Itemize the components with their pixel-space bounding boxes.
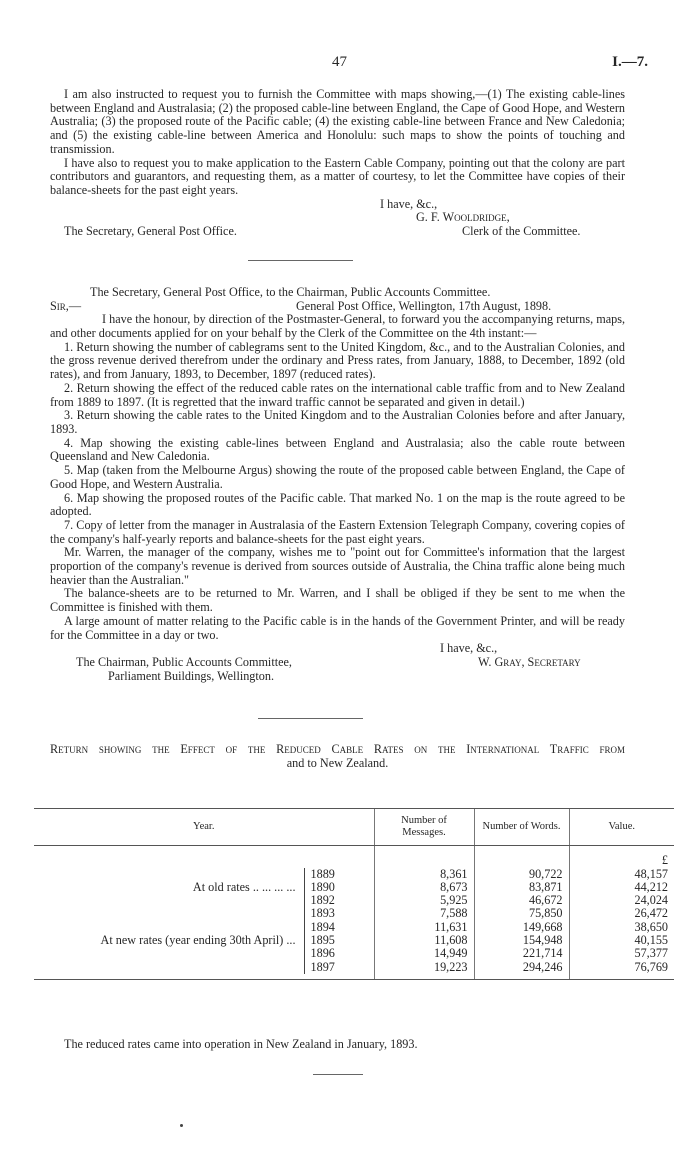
letter-one-signature: G. F. Wooldridge, xyxy=(416,210,510,225)
currency-symbol: £ xyxy=(569,846,674,868)
table-row xyxy=(34,868,674,881)
letter-two-item: 2. Return showing the effect of the reduced cable rates on the international cable traffic from and to New Zealand from 1889 to 1897. (It is regretted that the inward traffic cannot be separated and given in detail.) xyxy=(50,380,625,409)
return-footnote: The reduced rates came into operation in New Zealand in January, 1893. xyxy=(64,1037,418,1051)
letter-two-place-date: General Post Office, Wellington, 17th August, 1898. xyxy=(296,298,552,313)
year-cell: 1896 xyxy=(310,946,335,961)
messages-cell: 11,608 xyxy=(374,934,474,947)
messages-cell: 8,361 xyxy=(374,868,474,881)
letter-two-heading-row xyxy=(50,286,625,300)
year-cell: 1894 xyxy=(310,919,335,934)
letter-two-item: 7. Copy of letter from the manager in Australasia of the Eastern Extension Telegraph Company, covering copies of the company's half-yearly reports and balance-sheets for the past eight years. xyxy=(50,517,625,546)
value-cell: 44,212 xyxy=(569,881,674,894)
value-cell: 57,377 xyxy=(569,947,674,960)
letter-two-salutation-row xyxy=(50,300,625,314)
value-cell: 38,650 xyxy=(569,921,674,934)
words-cell: 46,672 xyxy=(474,894,569,907)
separator-rule-2 xyxy=(258,718,363,719)
words-cell: 154,948 xyxy=(474,934,569,947)
letter-two-addressee-row-2 xyxy=(50,670,625,684)
letter-two-salutation: Sir,— xyxy=(50,298,82,313)
letter-two-item: 6. Map showing the proposed routes of the Pacific cable. That marked No. 1 on the map is the route agreed to be adopted. xyxy=(50,490,625,519)
letter-one-addressee: The Secretary, General Post Office. xyxy=(64,224,237,238)
return-table-spacer-row xyxy=(34,846,674,868)
page-header xyxy=(0,54,700,74)
words-cell: 294,246 xyxy=(474,961,569,974)
value-cell: 48,157 xyxy=(569,868,674,881)
value-cell: 76,769 xyxy=(569,961,674,974)
messages-cell: 19,223 xyxy=(374,961,474,974)
letter-one-signature-row xyxy=(50,211,625,225)
letter-one-paragraph-2: I have also to request you to make application to the Eastern Cable Company, pointing out that the colony are part contributors and guarantors, and requesting them, as a matter of courtesy, to let the Committee have copies of their balance-sheets for the past eight years. xyxy=(50,155,625,197)
letter-two-item: 1. Return showing the number of cablegrams sent to the United Kingdom, &c., and to the Australian Colonies, and the gross revenue derived therefrom under the ordinary and Press rates, from January, 1888, to December, 1892 (old rates), and from January, 1893, to December, 1897 (reduced rates). xyxy=(50,339,625,382)
letter-two-item: 5. Map (taken from the Melbourne Argus) showing the route of the proposed cable between England, the Cape of Good Hope, and Western Australia. xyxy=(50,463,625,491)
year-cell: 1892 xyxy=(310,893,335,908)
return-title-line-1: Return showing the Effect of the Reduced Cable Rates on the International Traffic from xyxy=(50,742,625,756)
messages-cell: 14,949 xyxy=(374,947,474,960)
letter-one-addressee-row xyxy=(50,225,625,239)
letter-two xyxy=(50,286,625,683)
letter-two-intro: I have the honour, by direction of the Postmaster-General, to forward you the accompanying returns, maps, and other documents applied for on your behalf by the Clerk of the Committee on the 4th instant:— xyxy=(50,312,625,341)
letter-two-addressee-line-1: The Chairman, Public Accounts Committee, xyxy=(76,654,292,669)
letter-two-item-list xyxy=(50,341,625,547)
separator-rule-3 xyxy=(313,1074,363,1075)
return-table-bottom-row xyxy=(34,974,674,980)
letter-two-addressee-row-1 xyxy=(50,656,625,670)
value-cell: 40,155 xyxy=(569,934,674,947)
letter-two-addressee-line-2: Parliament Buildings, Wellington. xyxy=(108,668,275,683)
words-cell: 83,871 xyxy=(474,881,569,894)
letter-two-item: 3. Return showing the cable rates to the United Kingdom and to the Australian Colonies before and after January, 1893. xyxy=(50,408,625,436)
value-cell: 24,024 xyxy=(569,894,674,907)
year-cell: 1890 xyxy=(310,879,335,894)
column-header-messages: Number of Messages. xyxy=(374,809,474,846)
words-cell: 75,850 xyxy=(474,907,569,920)
separator-rule-1 xyxy=(248,260,353,261)
page-speck xyxy=(180,1124,183,1127)
letter-two-warren-paragraph: Mr. Warren, the manager of the company, wishes me to "point out for Committee's information that the largest proportion of the company's revenue is derived from sources outside of Australia, the China traffic alone being much heavier than the Australian." xyxy=(50,545,625,587)
return-table-header-row xyxy=(34,809,674,846)
letter-two-item: 4. Map showing the existing cable-lines between England and Australasia; also the cable route between Queensland and New Caledonia. xyxy=(50,435,625,464)
year-cell: 1897 xyxy=(310,959,335,974)
return-title xyxy=(50,743,625,770)
year-cell: 1895 xyxy=(310,932,335,947)
table-row xyxy=(34,907,674,920)
column-header-words: Number of Words. xyxy=(474,809,569,846)
page-reference: I.—7. xyxy=(612,54,648,70)
letter-one-closing: I have, &c., xyxy=(380,196,438,211)
letter-two-balance-paragraph: The balance-sheets are to be returned to Mr. Warren, and I shall be obliged if they be sent to me when the Committee is finished with them. xyxy=(50,586,625,615)
letter-two-closing-row xyxy=(50,642,625,656)
words-cell: 149,668 xyxy=(474,921,569,934)
letter-two-signature: W. Gray, Secretary xyxy=(478,654,581,669)
messages-cell: 11,631 xyxy=(374,921,474,934)
return-title-line-2: and to New Zealand. xyxy=(286,755,389,770)
words-cell: 90,722 xyxy=(474,868,569,881)
new-rates-label: At new rates (year ending 30th April) ... xyxy=(34,907,304,973)
return-table xyxy=(34,808,674,980)
page-number: 47 xyxy=(332,54,347,70)
letter-one-closing-row xyxy=(50,198,625,212)
words-cell: 221,714 xyxy=(474,947,569,960)
letter-two-matter-paragraph: A large amount of matter relating to the Pacific cable is in the hands of the Government Printer, and will be ready for the Committee in a day or two. xyxy=(50,613,625,642)
year-cell: 1893 xyxy=(310,906,335,921)
old-rates-label: At old rates .. ... ... ... xyxy=(34,868,304,908)
letter-one-paragraph-1: I am also instructed to request you to furnish the Committee with maps showing,—(1) The existing cable-lines between England and Australasia; (2) the proposed cable-line between England, the Cape of Good Hope, and Western Australia; (3) the proposed route of the Pacific cable; (4) the existing cable-line between France and New Caledonia; and (5) the existing cable-line between America and Honolulu: such maps to show the points of touching and transmission. xyxy=(50,87,625,156)
column-header-year: Year. xyxy=(34,809,374,846)
messages-cell: 8,673 xyxy=(374,881,474,894)
letter-two-closing: I have, &c., xyxy=(440,641,498,656)
letter-one-signer-title: Clerk of the Committee. xyxy=(462,224,581,238)
messages-cell: 7,588 xyxy=(374,907,474,920)
messages-cell: 5,925 xyxy=(374,894,474,907)
value-cell: 26,472 xyxy=(569,907,674,920)
letter-one xyxy=(50,88,625,239)
letter-two-heading: The Secretary, General Post Office, to the Chairman, Public Accounts Committee. xyxy=(90,285,491,299)
column-header-value: Value. xyxy=(569,809,674,846)
year-cell: 1889 xyxy=(310,866,335,881)
